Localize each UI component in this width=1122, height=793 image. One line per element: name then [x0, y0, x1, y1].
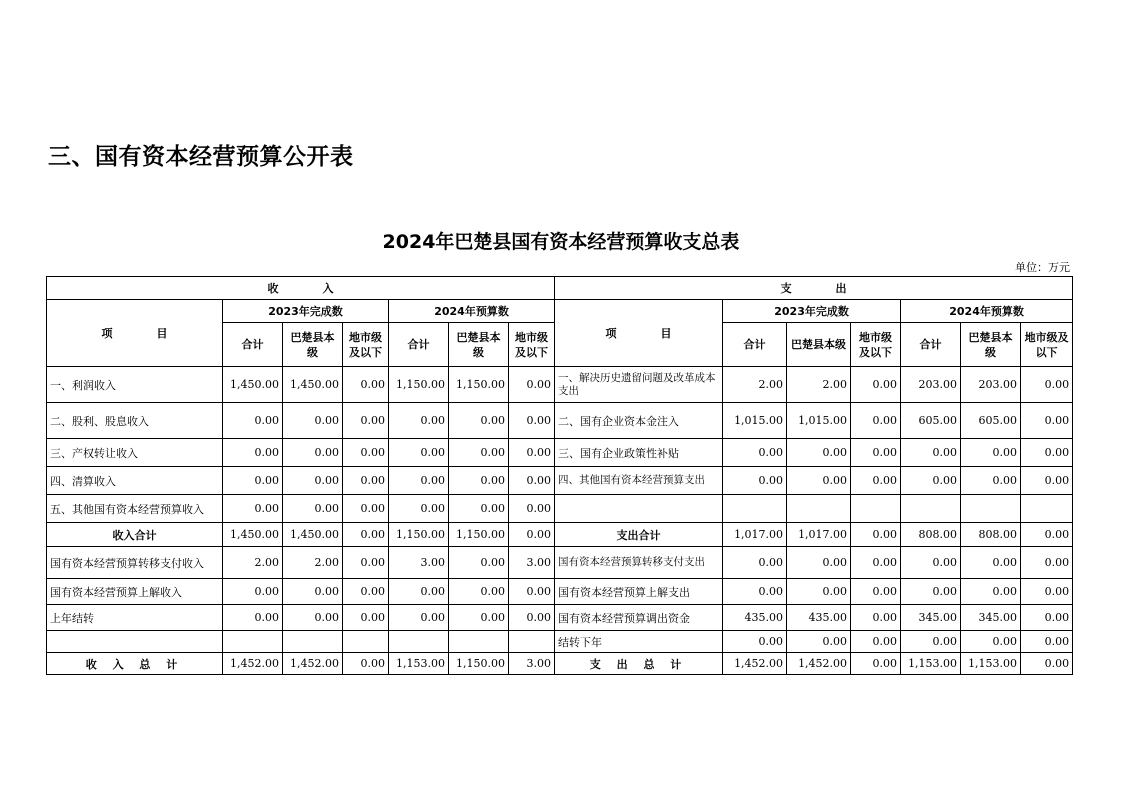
expense-value-cell: 0.00 — [851, 653, 901, 675]
income-value-cell: 0.00 — [509, 403, 555, 439]
income-completed-header: 2023年完成数 — [223, 300, 389, 323]
expense-item-header: 项 目 — [555, 300, 723, 367]
expense-value-cell: 0.00 — [1021, 631, 1073, 653]
table-row — [47, 403, 1073, 439]
income-value-cell: 0.00 — [223, 579, 283, 605]
income-value-cell — [449, 631, 509, 653]
income-item-label: 上年结转 — [47, 605, 223, 631]
income-item-label: 收入合计 — [47, 523, 223, 547]
expense-value-cell: 0.00 — [723, 439, 787, 467]
income-item-label: 三、产权转让收入 — [47, 439, 223, 467]
income-value-cell: 0.00 — [449, 439, 509, 467]
expense-value-cell: 1,017.00 — [723, 523, 787, 547]
expense-item-label: 国有资本经营预算转移支付支出 — [555, 547, 723, 579]
expense-value-cell: 0.00 — [851, 631, 901, 653]
income-value-cell: 0.00 — [509, 605, 555, 631]
col-total: 合计 — [389, 323, 449, 367]
income-value-cell: 2.00 — [283, 547, 343, 579]
expense-value-cell: 203.00 — [961, 367, 1021, 403]
income-value-cell: 1,150.00 — [449, 367, 509, 403]
expense-value-cell: 0.00 — [961, 467, 1021, 495]
col-city: 地市级及以下 — [343, 323, 389, 367]
income-value-cell: 1,452.00 — [283, 653, 343, 675]
col-county: 巴楚县本级 — [283, 323, 343, 367]
income-value-cell: 0.00 — [343, 547, 389, 579]
col-county: 巴楚县本级 — [787, 323, 851, 367]
income-value-cell: 0.00 — [389, 579, 449, 605]
table-title: 2024年巴楚县国有资本经营预算收支总表 — [382, 231, 740, 253]
expense-value-cell — [961, 495, 1021, 523]
income-value-cell: 0.00 — [223, 439, 283, 467]
col-county: 巴楚县本级 — [961, 323, 1021, 367]
expense-value-cell: 0.00 — [901, 439, 961, 467]
header-row-2 — [47, 300, 1073, 323]
income-value-cell — [509, 631, 555, 653]
income-value-cell: 0.00 — [343, 495, 389, 523]
income-value-cell: 0.00 — [509, 439, 555, 467]
expense-value-cell: 0.00 — [723, 631, 787, 653]
expense-value-cell: 1,153.00 — [901, 653, 961, 675]
expense-value-cell: 0.00 — [901, 631, 961, 653]
expense-value-cell: 1,153.00 — [961, 653, 1021, 675]
expense-value-cell: 345.00 — [961, 605, 1021, 631]
income-value-cell: 0.00 — [343, 523, 389, 547]
income-value-cell: 0.00 — [223, 495, 283, 523]
income-value-cell: 0.00 — [283, 605, 343, 631]
expense-value-cell: 0.00 — [787, 467, 851, 495]
expense-value-cell: 0.00 — [851, 367, 901, 403]
expense-value-cell: 435.00 — [787, 605, 851, 631]
table-row — [47, 653, 1073, 675]
income-value-cell: 1,150.00 — [389, 367, 449, 403]
income-value-cell: 0.00 — [389, 439, 449, 467]
expense-value-cell — [723, 495, 787, 523]
income-value-cell: 0.00 — [343, 653, 389, 675]
income-value-cell: 1,450.00 — [223, 523, 283, 547]
expense-value-cell: 0.00 — [1021, 579, 1073, 605]
income-value-cell: 1,153.00 — [389, 653, 449, 675]
income-value-cell: 0.00 — [449, 495, 509, 523]
expense-item-label: 一、解决历史遗留问题及改革成本支出 — [555, 367, 723, 403]
income-value-cell: 0.00 — [509, 367, 555, 403]
table-row — [47, 631, 1073, 653]
expense-value-cell: 203.00 — [901, 367, 961, 403]
expense-value-cell: 0.00 — [1021, 605, 1073, 631]
income-value-cell: 0.00 — [449, 403, 509, 439]
income-value-cell: 0.00 — [283, 439, 343, 467]
table-row — [47, 523, 1073, 547]
unit-label: 单位：万元 — [1015, 261, 1070, 274]
header-row-1 — [47, 277, 1073, 300]
income-value-cell: 0.00 — [343, 439, 389, 467]
expense-value-cell: 0.00 — [787, 439, 851, 467]
income-value-cell: 0.00 — [449, 547, 509, 579]
income-value-cell — [389, 631, 449, 653]
table-row — [47, 439, 1073, 467]
expense-value-cell: 0.00 — [961, 631, 1021, 653]
expense-item-label: 国有资本经营预算调出资金 — [555, 605, 723, 631]
expense-value-cell: 0.00 — [901, 467, 961, 495]
expense-budget-header: 2024年预算数 — [901, 300, 1073, 323]
expense-value-cell: 2.00 — [723, 367, 787, 403]
col-total: 合计 — [723, 323, 787, 367]
table-row — [47, 495, 1073, 523]
expense-value-cell: 1,452.00 — [787, 653, 851, 675]
expense-item-label — [555, 495, 723, 523]
income-value-cell: 1,450.00 — [283, 367, 343, 403]
expense-value-cell: 2.00 — [787, 367, 851, 403]
expense-value-cell: 0.00 — [1021, 403, 1073, 439]
expense-value-cell: 808.00 — [961, 523, 1021, 547]
expense-value-cell: 0.00 — [851, 439, 901, 467]
income-value-cell: 0.00 — [343, 467, 389, 495]
income-value-cell: 0.00 — [509, 579, 555, 605]
income-value-cell: 0.00 — [343, 579, 389, 605]
expense-value-cell: 1,015.00 — [723, 403, 787, 439]
table-row — [47, 467, 1073, 495]
income-item-label: 二、股利、股息收入 — [47, 403, 223, 439]
income-value-cell: 0.00 — [223, 403, 283, 439]
expense-value-cell: 1,015.00 — [787, 403, 851, 439]
expense-value-cell — [1021, 495, 1073, 523]
income-value-cell: 0.00 — [449, 605, 509, 631]
expense-value-cell — [851, 495, 901, 523]
expense-value-cell: 0.00 — [851, 579, 901, 605]
income-value-cell — [223, 631, 283, 653]
expense-completed-header: 2023年完成数 — [723, 300, 901, 323]
expense-item-label: 结转下年 — [555, 631, 723, 653]
expense-value-cell: 1,452.00 — [723, 653, 787, 675]
expense-value-cell: 808.00 — [901, 523, 961, 547]
income-value-cell: 0.00 — [509, 467, 555, 495]
income-item-label: 一、利润收入 — [47, 367, 223, 403]
expense-value-cell: 0.00 — [723, 579, 787, 605]
expense-item-label: 国有资本经营预算上解支出 — [555, 579, 723, 605]
income-value-cell: 0.00 — [283, 495, 343, 523]
income-value-cell: 0.00 — [509, 495, 555, 523]
expense-value-cell: 0.00 — [901, 547, 961, 579]
income-value-cell: 0.00 — [223, 605, 283, 631]
expense-value-cell: 0.00 — [851, 547, 901, 579]
expense-value-cell: 0.00 — [961, 579, 1021, 605]
expense-value-cell: 0.00 — [787, 547, 851, 579]
expense-item-label: 四、其他国有资本经营预算支出 — [555, 467, 723, 495]
income-value-cell: 0.00 — [389, 467, 449, 495]
expense-value-cell: 0.00 — [723, 467, 787, 495]
income-value-cell: 0.00 — [223, 467, 283, 495]
expense-value-cell: 0.00 — [1021, 523, 1073, 547]
expense-item-label: 支出合计 — [555, 523, 723, 547]
income-value-cell: 0.00 — [509, 523, 555, 547]
income-value-cell: 0.00 — [343, 605, 389, 631]
expense-value-cell: 435.00 — [723, 605, 787, 631]
income-item-label: 五、其他国有资本经营预算收入 — [47, 495, 223, 523]
expense-value-cell — [787, 495, 851, 523]
income-value-cell: 0.00 — [283, 403, 343, 439]
col-city: 地市级及以下 — [509, 323, 555, 367]
expense-value-cell: 0.00 — [1021, 547, 1073, 579]
income-value-cell: 0.00 — [343, 367, 389, 403]
expense-value-cell: 0.00 — [787, 579, 851, 605]
income-item-label: 国有资本经营预算转移支付收入 — [47, 547, 223, 579]
income-item-label — [47, 631, 223, 653]
table-row — [47, 605, 1073, 631]
expense-value-cell: 0.00 — [851, 403, 901, 439]
expense-value-cell: 0.00 — [851, 467, 901, 495]
expense-value-cell: 0.00 — [1021, 467, 1073, 495]
expense-value-cell — [901, 495, 961, 523]
expense-item-label: 三、国有企业政策性补贴 — [555, 439, 723, 467]
income-value-cell: 1,452.00 — [223, 653, 283, 675]
expense-item-label: 二、国有企业资本金注入 — [555, 403, 723, 439]
income-value-cell: 1,150.00 — [449, 523, 509, 547]
table-row — [47, 579, 1073, 605]
expense-value-cell: 0.00 — [961, 547, 1021, 579]
income-item-label: 四、清算收入 — [47, 467, 223, 495]
income-value-cell: 2.00 — [223, 547, 283, 579]
income-value-cell: 0.00 — [283, 467, 343, 495]
expense-value-cell: 0.00 — [901, 579, 961, 605]
income-value-cell: 0.00 — [449, 467, 509, 495]
income-item-header: 项 目 — [47, 300, 223, 367]
expense-header: 支 出 — [555, 277, 1073, 300]
income-value-cell — [283, 631, 343, 653]
budget-summary-table — [46, 276, 1073, 675]
income-value-cell: 1,450.00 — [223, 367, 283, 403]
expense-value-cell: 0.00 — [787, 631, 851, 653]
expense-value-cell: 605.00 — [901, 403, 961, 439]
expense-value-cell: 0.00 — [851, 605, 901, 631]
income-value-cell: 3.00 — [389, 547, 449, 579]
income-value-cell: 0.00 — [283, 579, 343, 605]
income-header: 收 入 — [47, 277, 555, 300]
col-total: 合计 — [223, 323, 283, 367]
col-city: 地市级及以下 — [851, 323, 901, 367]
table-row — [47, 367, 1073, 403]
income-value-cell: 3.00 — [509, 653, 555, 675]
expense-value-cell: 0.00 — [1021, 653, 1073, 675]
income-value-cell: 1,150.00 — [449, 653, 509, 675]
expense-value-cell: 345.00 — [901, 605, 961, 631]
income-value-cell: 3.00 — [509, 547, 555, 579]
expense-value-cell: 605.00 — [961, 403, 1021, 439]
income-value-cell: 0.00 — [343, 403, 389, 439]
expense-value-cell: 0.00 — [1021, 367, 1073, 403]
income-value-cell: 1,450.00 — [283, 523, 343, 547]
expense-item-label: 支 出 总 计 — [555, 653, 723, 675]
income-value-cell: 0.00 — [389, 495, 449, 523]
col-total: 合计 — [901, 323, 961, 367]
col-county: 巴楚县本级 — [449, 323, 509, 367]
income-value-cell: 0.00 — [449, 579, 509, 605]
section-heading: 三、国有资本经营预算公开表 — [48, 144, 354, 170]
col-city: 地市级及以下 — [1021, 323, 1073, 367]
income-value-cell: 0.00 — [389, 605, 449, 631]
expense-value-cell: 0.00 — [723, 547, 787, 579]
income-budget-header: 2024年预算数 — [389, 300, 555, 323]
expense-value-cell: 0.00 — [851, 523, 901, 547]
income-item-label: 国有资本经营预算上解收入 — [47, 579, 223, 605]
income-item-label: 收 入 总 计 — [47, 653, 223, 675]
table-row — [47, 547, 1073, 579]
expense-value-cell: 0.00 — [1021, 439, 1073, 467]
expense-value-cell: 1,017.00 — [787, 523, 851, 547]
income-value-cell — [343, 631, 389, 653]
income-value-cell: 1,150.00 — [389, 523, 449, 547]
income-value-cell: 0.00 — [389, 403, 449, 439]
expense-value-cell: 0.00 — [961, 439, 1021, 467]
